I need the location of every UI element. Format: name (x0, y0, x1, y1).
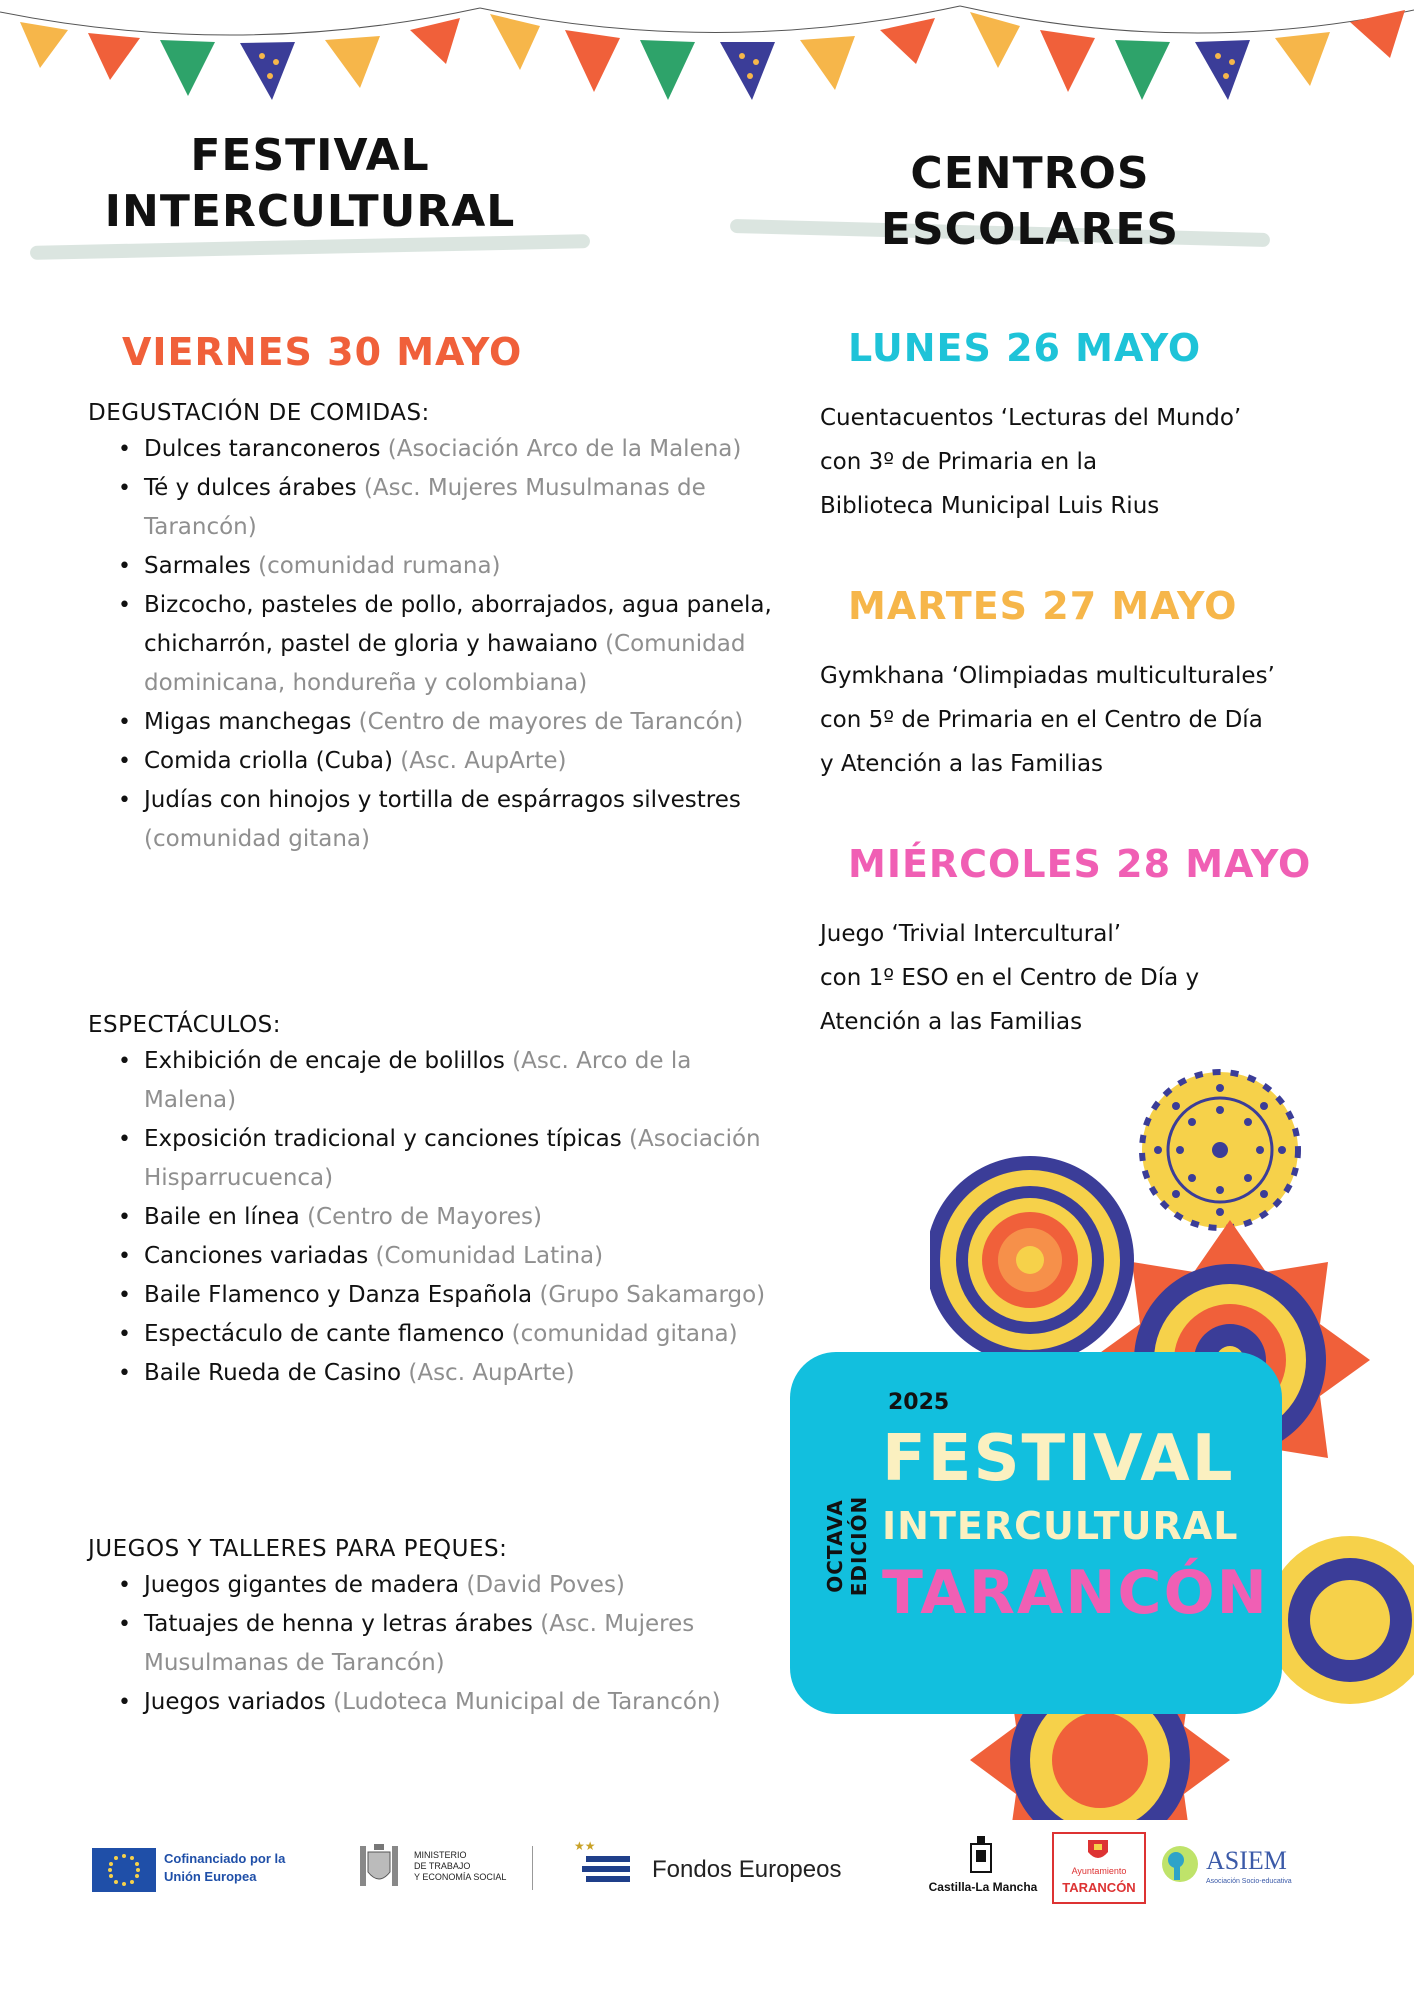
ayto-small-text: Ayuntamiento (1071, 1866, 1127, 1876)
food-section (88, 400, 788, 859)
item-main: Baile Flamenco y Danza Española (144, 1282, 533, 1308)
kids-heading: JUEGOS Y TALLERES PARA PEQUES: (88, 1536, 508, 1562)
item-main: Juegos gigantes de madera (144, 1572, 460, 1598)
item-main: Exposición tradicional y canciones típicas (144, 1126, 622, 1152)
schools-title-line2: ESCOLARES (880, 204, 1180, 255)
edition-year: 2025 (888, 1390, 950, 1415)
item-note: (Asociación Hisparrucuenca) (144, 1126, 761, 1191)
list-item (88, 1605, 788, 1683)
list-item (88, 1120, 788, 1198)
fondos-europeos-logo (570, 1836, 850, 1896)
eu-logo (92, 1848, 310, 1892)
list-item (88, 469, 788, 547)
list-item (88, 1683, 788, 1722)
ministry-line3: Y ECONOMÍA SOCIAL (414, 1872, 507, 1882)
school-day-monday (820, 326, 1380, 528)
day-line: Gymkhana ‘Olimpiadas multiculturales’ (820, 663, 1275, 689)
edition-title-line2: INTERCULTURAL (882, 1504, 1239, 1548)
item-main: Comida criolla (Cuba) (144, 748, 393, 774)
item-main: Dulces taranconeros (144, 436, 381, 462)
clm-logo (928, 1836, 1038, 1900)
list-item (88, 1198, 788, 1237)
day-line: con 5º de Primaria en el Centro de Día (820, 707, 1263, 733)
list-item (88, 430, 788, 469)
festival-title-line2: INTERCULTURAL (104, 186, 516, 237)
schools-title-line1: CENTROS (910, 148, 1150, 199)
item-note: (Ludoteca Municipal de Tarancón) (333, 1689, 721, 1715)
item-main: Juegos variados (144, 1689, 326, 1715)
list-item (88, 781, 788, 859)
item-note: (Asc. AupArte) (400, 748, 567, 774)
shows-section (88, 1012, 788, 1393)
coat-of-arms-icon (354, 1842, 404, 1890)
day-line: y Atención a las Familias (820, 751, 1104, 777)
list-item (88, 586, 788, 703)
left-day-heading: VIERNES 30 MAYO (122, 330, 523, 374)
item-main: Judías con hinojos y tortilla de espárragos silvestres (144, 787, 741, 813)
item-note: (David Poves) (466, 1572, 625, 1598)
ministry-logo (354, 1838, 534, 1894)
edition-label: OCTAVA EDICIÓN (823, 1495, 871, 1597)
item-note: (Asociación Arco de la Malena) (387, 436, 742, 462)
item-note: (Asc. Mujeres Musulmanas de Tarancón) (144, 1611, 695, 1676)
eu-flag-icon (92, 1848, 156, 1892)
item-note: (Centro de mayores de Tarancón) (358, 709, 744, 735)
list-item (88, 1237, 788, 1276)
day-heading: LUNES 26 MAYO (848, 326, 1202, 370)
shows-heading: ESPECTÁCULOS: (88, 1012, 282, 1038)
list-item (88, 547, 788, 586)
food-heading: DEGUSTACIÓN DE COMIDAS: (88, 400, 430, 426)
item-note: (comunidad gitana) (144, 826, 370, 852)
day-heading: MIÉRCOLES 28 MAYO (848, 842, 1312, 886)
ministry-line2: DE TRABAJO (414, 1861, 471, 1871)
edition-title-line1: FESTIVAL (882, 1422, 1235, 1496)
item-main: Tatuajes de henna y letras árabes (144, 1611, 533, 1637)
list-item (88, 1354, 788, 1393)
svg-text:★★: ★★ (574, 1839, 596, 1853)
item-note: (Grupo Sakamargo) (539, 1282, 766, 1308)
item-main: Baile en línea (144, 1204, 300, 1230)
ayto-big-text: TARANCÓN (1062, 1880, 1136, 1895)
item-note: (Comunidad Latina) (375, 1243, 604, 1269)
list-item (88, 1566, 788, 1605)
kids-section (88, 1536, 788, 1722)
item-main: Canciones variadas (144, 1243, 369, 1269)
day-line: con 3º de Primaria en la (820, 449, 1098, 475)
item-note: (Comunidad dominicana, hondureña y colombiana) (144, 631, 746, 696)
festival-title-line1: FESTIVAL (190, 130, 430, 181)
day-line: Biblioteca Municipal Luis Rius (820, 493, 1160, 519)
item-main: Baile Rueda de Casino (144, 1360, 402, 1386)
edition-title-line3: TARANCÓN (882, 1558, 1269, 1628)
day-line: Juego ‘Trivial Intercultural’ (820, 921, 1122, 947)
asiem-logo (1160, 1840, 1340, 1896)
item-main: Té y dulces árabes (144, 475, 357, 501)
item-main: Bizcocho, pasteles de pollo, aborrajados, agua panela, chicharrón, pastel de gloria y hawaiano (144, 592, 772, 657)
list-item (88, 742, 788, 781)
day-line: Atención a las Familias (820, 1009, 1083, 1035)
item-main: Exhibición de encaje de bolillos (144, 1048, 505, 1074)
item-main: Sarmales (144, 553, 251, 579)
list-item (88, 1042, 788, 1120)
eu-text: Cofinanciado por la Unión Europea (164, 1851, 286, 1884)
fondos-flag-icon (570, 1836, 642, 1896)
item-main: Espectáculo de cante flamenco (144, 1321, 505, 1347)
item-note: (Asc. Arco de la Malena) (144, 1048, 692, 1113)
item-note: (Centro de Mayores) (307, 1204, 542, 1230)
asiem-icon (1160, 1844, 1200, 1884)
ministry-line1: MINISTERIO (414, 1850, 467, 1860)
school-day-wednesday (820, 842, 1380, 1044)
ayuntamiento-logo (1052, 1832, 1146, 1904)
day-heading: MARTES 27 MAYO (848, 584, 1238, 628)
festival-title (90, 128, 530, 240)
list-item (88, 1315, 788, 1354)
fondos-text: Fondos Europeos (652, 1856, 842, 1883)
ayto-crest-icon (1086, 1838, 1110, 1864)
item-note: (Asc. Mujeres Musulmanas de Tarancón) (144, 475, 706, 540)
day-line: con 1º ESO en el Centro de Día y (820, 965, 1200, 991)
item-note: (comunidad rumana) (258, 553, 501, 579)
item-note: (Asc. AupArte) (408, 1360, 575, 1386)
day-line: Cuentacuentos ‘Lecturas del Mundo’ (820, 405, 1242, 431)
shows-list (88, 1042, 788, 1393)
food-list (88, 430, 788, 859)
asiem-text: ASIEM (1206, 1846, 1287, 1875)
list-item (88, 1276, 788, 1315)
asiem-subtext: Asociación Socio-educativa (1206, 1878, 1292, 1885)
item-main: Migas manchegas (144, 709, 352, 735)
kids-list (88, 1566, 788, 1722)
list-item (88, 703, 788, 742)
clm-crest-icon (968, 1836, 994, 1874)
school-day-tuesday (820, 584, 1380, 786)
clm-text: Castilla-La Mancha (928, 1880, 1038, 1894)
edition-card (790, 1352, 1282, 1714)
item-note: (comunidad gitana) (511, 1321, 738, 1347)
bunting-decoration (0, 0, 1414, 120)
schools-title (870, 146, 1190, 258)
